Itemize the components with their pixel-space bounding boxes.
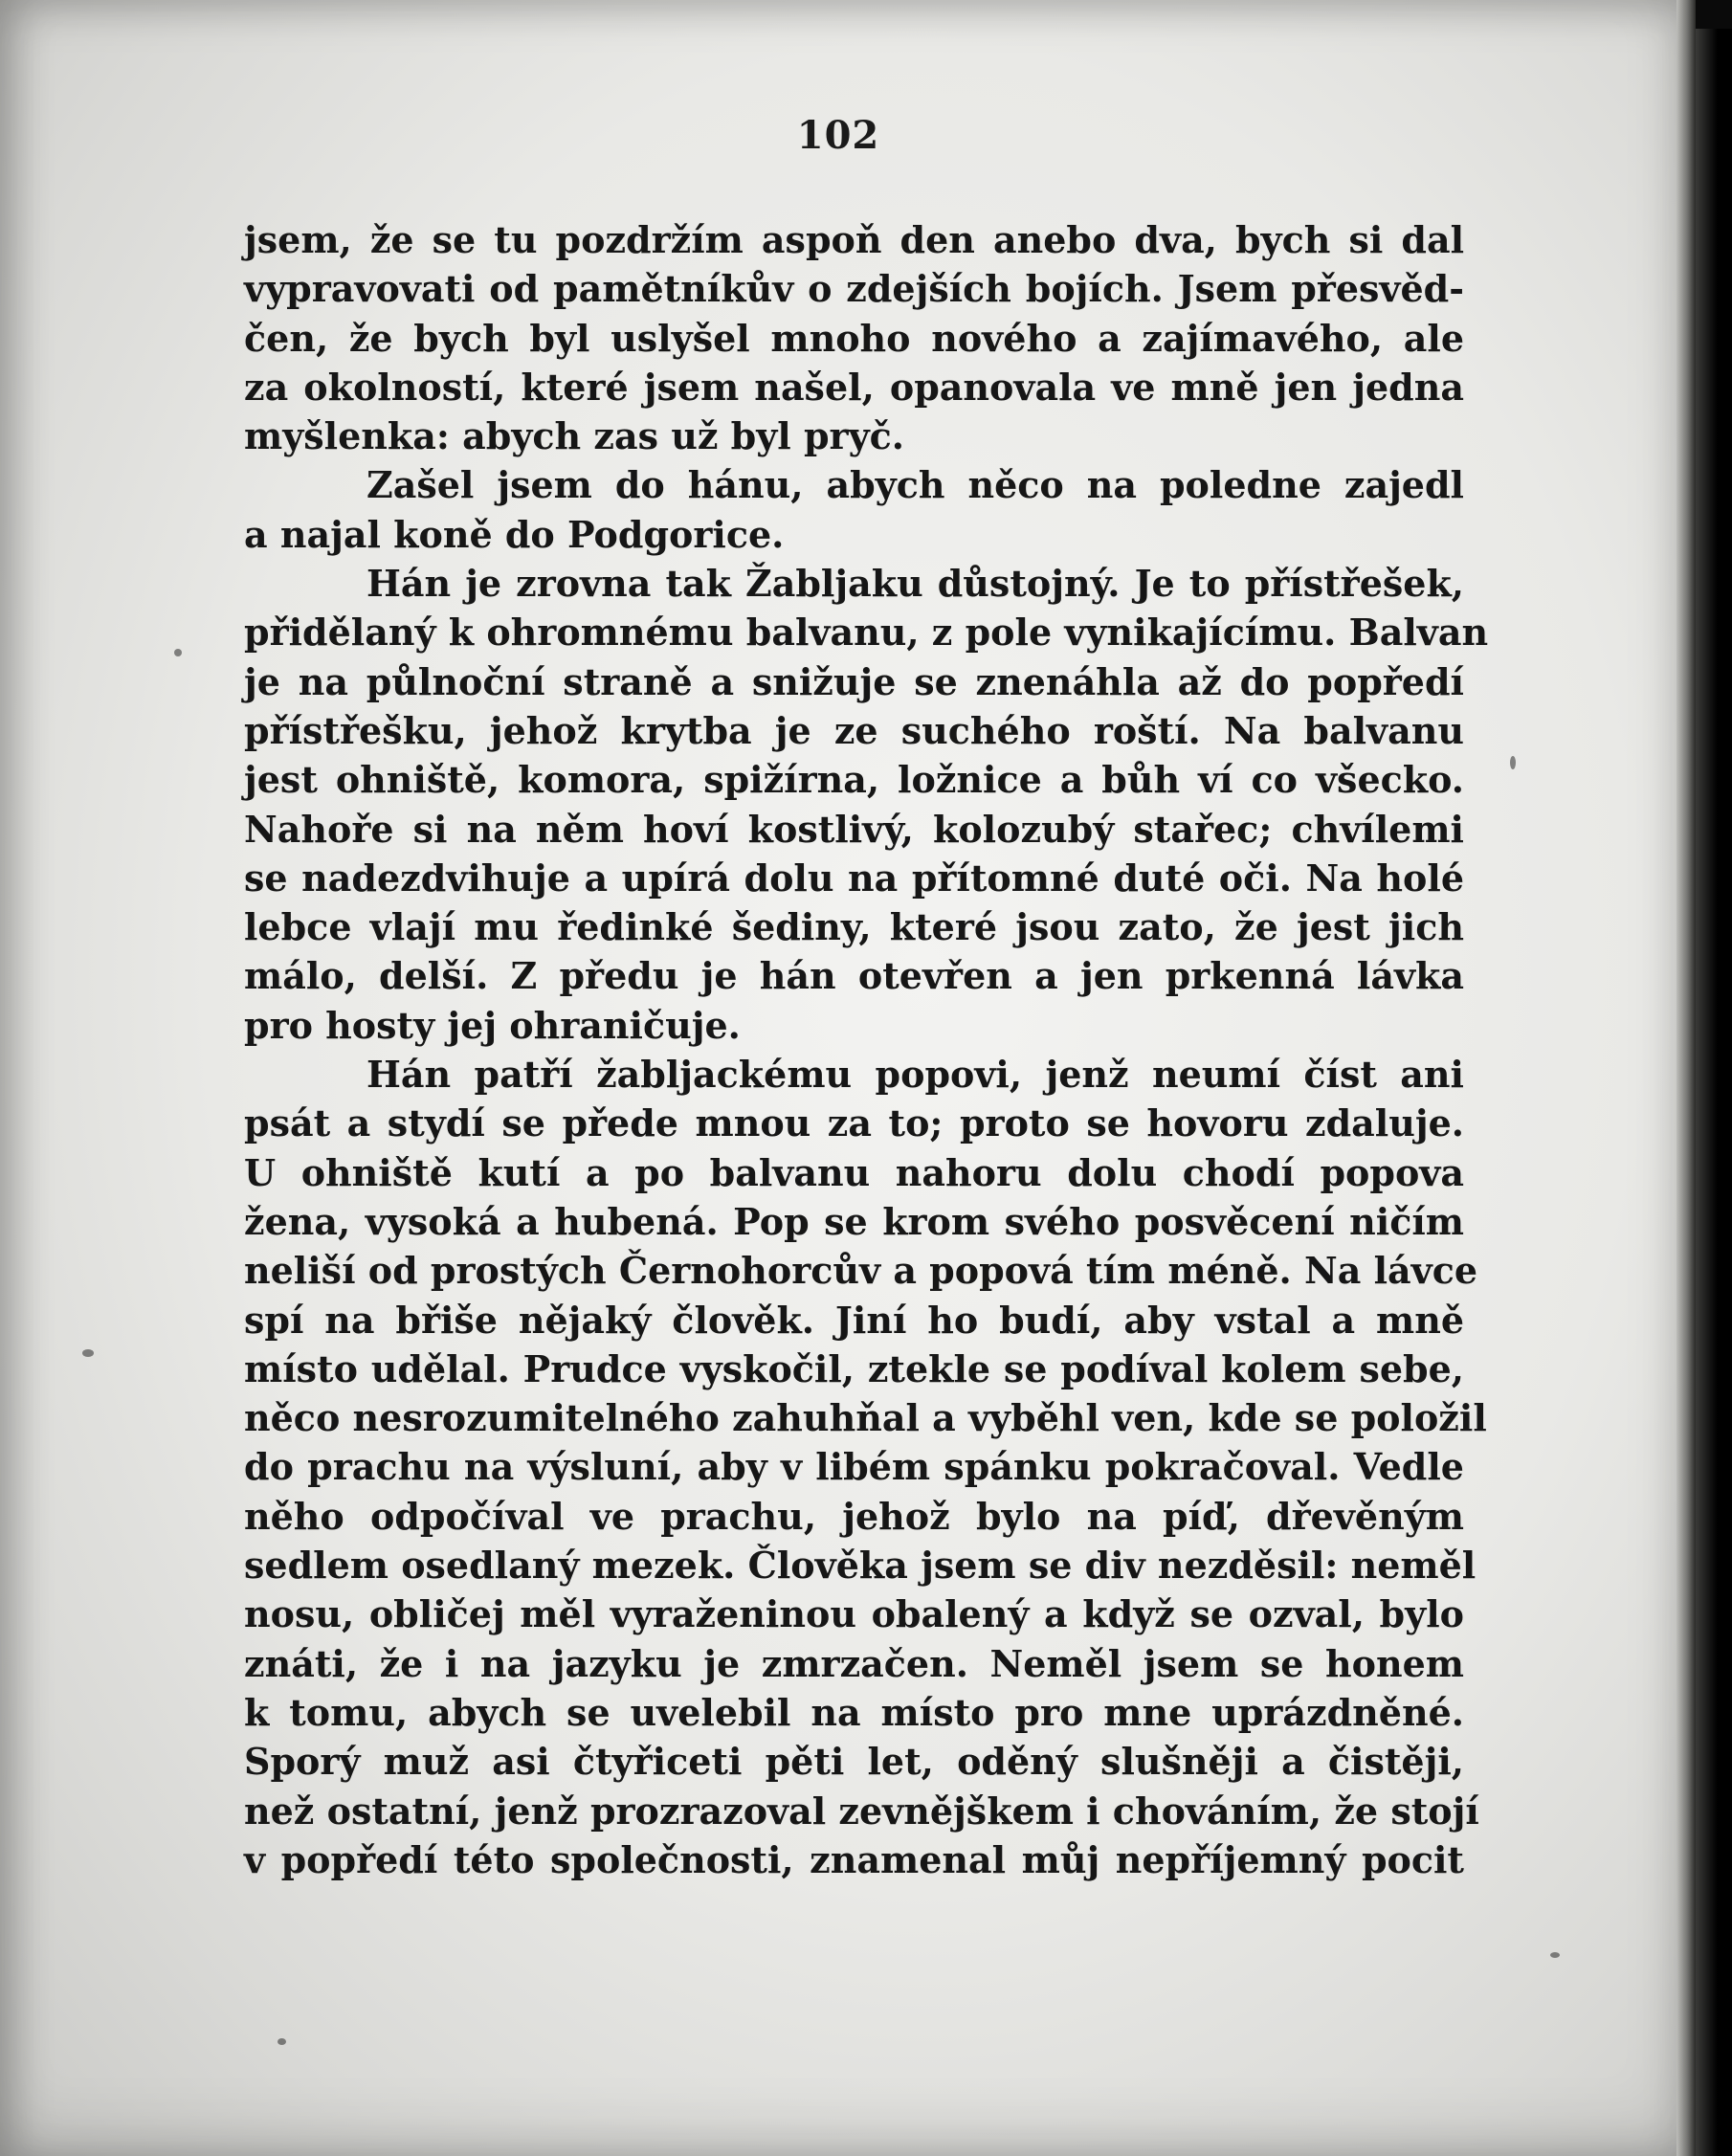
text-line: Hán je zrovna tak Žabljaku důstojný. Je to přístřešek, [366, 562, 1464, 606]
text-line: do prachu na výsluní, aby v libém spánku pokračoval. Vedle [244, 1445, 1464, 1489]
text-line: za okolností, které jsem našel, opanovala ve mně jen jedna [244, 365, 1464, 409]
scan-speck [1510, 756, 1516, 769]
text-line: místo udělal. Prudce vyskočil, ztekle se podíval kolem sebe, [244, 1346, 1464, 1390]
text-line: neliší od prostých Černohorcův a popová tím méně. Na lávce [244, 1249, 1478, 1293]
page-number: 102 [796, 113, 880, 158]
text-line: psát a stydí se přede mnou za to; proto se hovoru zdaluje. [244, 1101, 1464, 1145]
page-spine [1676, 0, 1696, 2156]
text-line: něho odpočíval ve prachu, jehož bylo na píď, dřevěným [244, 1494, 1464, 1538]
text-line: U ohniště kutí a po balvanu nahoru dolu chodí popova [244, 1150, 1464, 1194]
text-line: málo, delší. Z předu je hán otevřen a jen prkenná lávka [244, 954, 1464, 998]
body-text [244, 215, 1489, 1884]
text-line: jsem, že se tu pozdržím aspoň den anebo dva, bych si dal [244, 218, 1464, 261]
text-line: Sporý muž asi čtyřiceti pěti let, oděný slušněji a čistěji, [244, 1740, 1464, 1784]
text-line: Hán patří žabljackému popovi, jenž neumí číst ani [366, 1053, 1464, 1097]
text-line: je na půlnoční straně a snižuje se znenáhla až do popředí [244, 659, 1464, 703]
text-line: pro hosty jej ohraničuje. [244, 1003, 741, 1047]
scan-speck [174, 649, 182, 656]
scan-speck [82, 1349, 94, 1357]
text-line: myšlenka: abych zas už byl pryč. [244, 414, 905, 458]
text-line: jest ohniště, komora, spižírna, ložnice a bůh ví co všecko. [244, 758, 1464, 802]
page-edge [1696, 29, 1732, 2156]
text-line: žena, vysoká a hubená. Pop se krom svého posvěcení ničím [244, 1199, 1464, 1243]
text-line: lebce vlají mu ředinké šediny, které jsou zato, že jest jich [244, 905, 1464, 949]
text-line: k tomu, abych se uvelebil na místo pro mne uprázdněné. [244, 1690, 1464, 1734]
text-line: v popředí této společnosti, znamenal můj nepříjemný pocit [244, 1837, 1464, 1881]
text-line: se nadezdvihuje a upírá dolu na přítomné duté oči. Na holé [244, 856, 1464, 900]
text-line: něco nesrozumitelného zahuhňal a vyběhl ven, kde se položil [244, 1396, 1487, 1440]
text-line: nosu, obličej měl vyraženinou obalený a když se ozval, bylo [244, 1592, 1464, 1636]
text-line: přidělaný k ohromnému balvanu, z pole vynikajícímu. Balvan [244, 611, 1489, 655]
text-line: sedlem osedlaný mezek. Člověka jsem se div nezděsil: neměl [244, 1544, 1477, 1588]
text-line: a najal koně do Podgorice. [244, 512, 785, 556]
text-line: Nahoře si na něm hoví kostlivý, kolozubý stařec; chvílemi [244, 807, 1464, 851]
scan-speck [1550, 1952, 1560, 1958]
text-line: Zašel jsem do hánu, abych něco na poledne zajedl [366, 463, 1464, 507]
text-line: než ostatní, jenž prozrazoval zevnějškem i chováním, že stojí [244, 1789, 1479, 1833]
text-line: čen, že bych byl uslyšel mnoho nového a zajímavého, ale [244, 316, 1464, 360]
text-line: znáti, že i na jazyku je zmrzačen. Neměl jsem se honem [244, 1641, 1464, 1685]
text-line: přístřešku, jehož krytba je ze suchého roští. Na balvanu [244, 708, 1464, 752]
scan-speck [278, 2038, 286, 2045]
text-line: spí na břiše nějaký člověk. Jiní ho budí, aby vstal a mně [244, 1298, 1464, 1342]
text-line: vypravovati od pamětníkův o zdejších bojích. Jsem přesvěd- [244, 267, 1464, 311]
